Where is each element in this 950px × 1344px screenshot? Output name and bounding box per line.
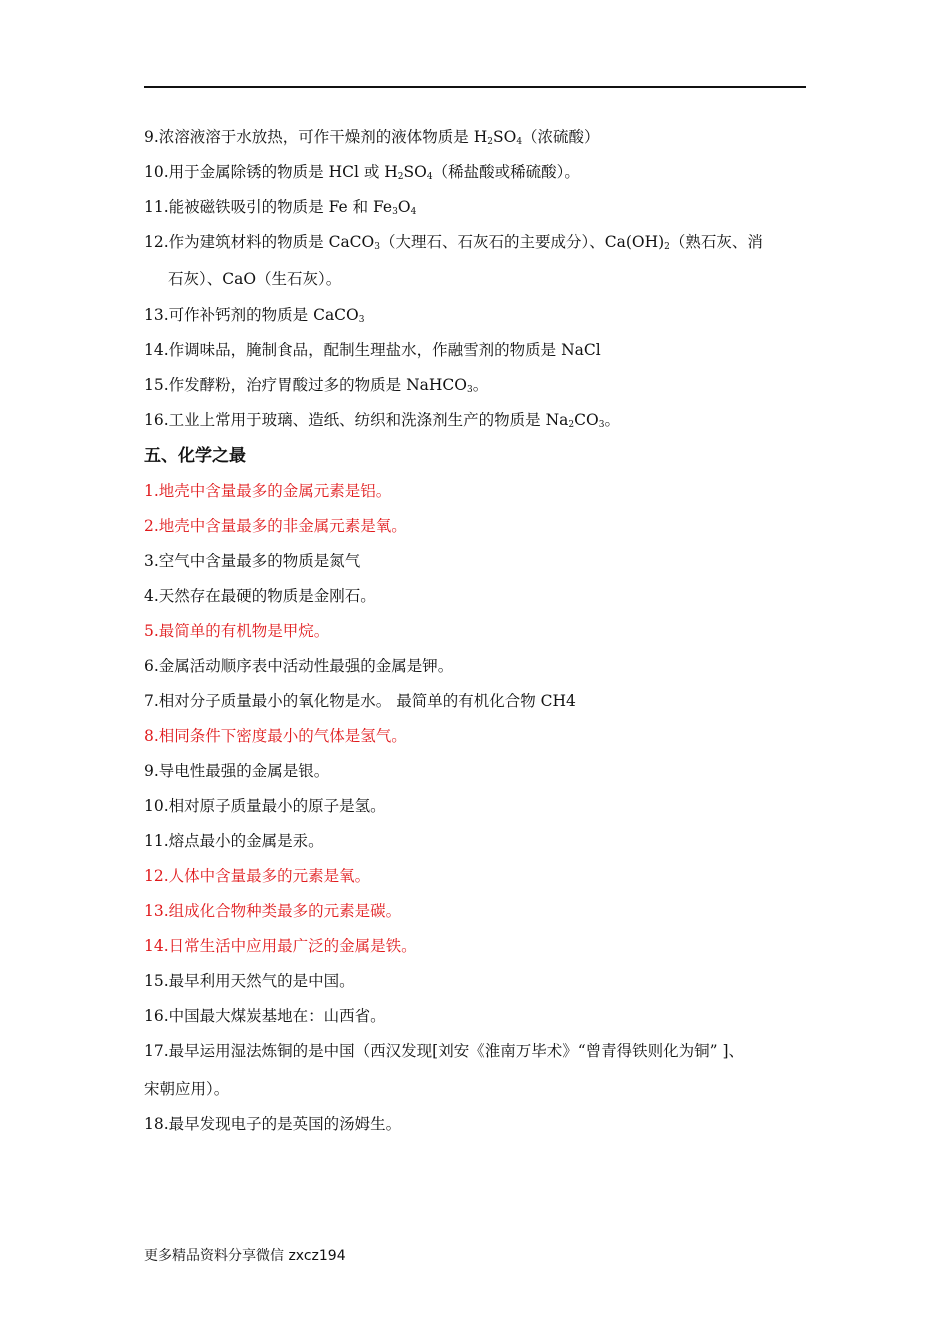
list-item: 4.天然存在最硬的物质是金刚石。 — [144, 587, 376, 605]
list-item: 18.最早发现电子的是英国的汤姆生。 — [144, 1115, 402, 1133]
list-item: 12.作为建筑材料的物质是 CaCO$_3$（大理石、石灰石的主要成分）、$Ca(OH)_2$（熟石灰、消 — [144, 233, 763, 252]
list-item: 7.相对分子质量最小的氧化物是水。 最简单的有机化合物 CH4 — [144, 692, 576, 710]
list-item: 16.工业上常用于玻璃、造纸、纺织和洗涤剂生产的物质是 $Na_2CO_3$。 — [144, 411, 620, 430]
list-item: 3.空气中含量最多的物质是氮气 — [144, 552, 361, 570]
list-item: 9.导电性最强的金属是银。 — [144, 762, 330, 780]
list-item: 17.最早运用湿法炼铜的是中国（西汉发现[刘安《淮南万毕术》“曾青得铁则化为铜” ]、 — [144, 1042, 745, 1060]
list-item: 9.浓溶液溶于水放热，可作干燥剂的液体物质是 $H_2SO_4$（浓硫酸） — [144, 128, 600, 147]
list-item: 11.能被磁铁吸引的物质是 Fe 和 $Fe_3O_4$ — [144, 198, 417, 217]
list-item: 8.相同条件下密度最小的气体是氢气。 — [144, 727, 407, 745]
list-item: 12.人体中含量最多的元素是氧。 — [144, 867, 371, 885]
list-item: 1.地壳中含量最多的金属元素是铝。 — [144, 482, 392, 500]
list-item: 15.作发酵粉，治疗胃酸过多的物质是 NaHCO$_3$。 — [144, 376, 489, 395]
list-item: 10.相对原子质量最小的原子是氢。 — [144, 797, 386, 815]
list-item: 16.中国最大煤炭基地在：山西省。 — [144, 1007, 386, 1025]
list-item: 11.熔点最小的金属是汞。 — [144, 832, 324, 850]
list-item: 2.地壳中含量最多的非金属元素是氧。 — [144, 517, 407, 535]
list-item: 10.用于金属除锈的物质是 HCl 或 $H_2SO_4$（稀盐酸或稀硫酸）。 — [144, 163, 580, 182]
list-item: 6.金属活动顺序表中活动性最强的金属是钾。 — [144, 657, 454, 675]
list-item: 13.可作补钙剂的物质是 CaCO$_3$ — [144, 306, 365, 325]
list-item: 13.组成化合物种类最多的元素是碳。 — [144, 902, 402, 920]
list-item: 15.最早利用天然气的是中国。 — [144, 972, 355, 990]
list-item: 14.作调味品，腌制食品，配制生理盐水，作融雪剂的物质是 NaCl — [144, 341, 601, 359]
list-item-continuation: 石灰）、CaO（生石灰）。 — [168, 270, 342, 288]
footer-note: 更多精品资料分享微信 zxcz194 — [144, 1248, 346, 1264]
list-item: 5.最简单的有机物是甲烷。 — [144, 622, 330, 640]
header-rule — [144, 86, 806, 88]
section-heading: 五、化学之最 — [144, 446, 246, 466]
list-item-continuation: 宋朝应用）。 — [144, 1080, 230, 1098]
list-item: 14.日常生活中应用最广泛的金属是铁。 — [144, 937, 417, 955]
